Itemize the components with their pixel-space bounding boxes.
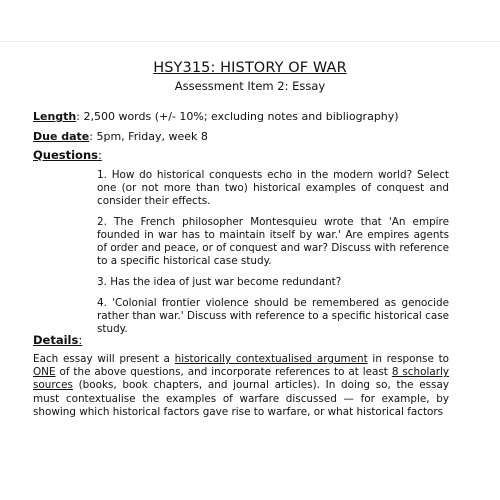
details-underlined-sources: 8 scholarly sources bbox=[33, 366, 450, 392]
questions-heading-text: Questions bbox=[33, 148, 98, 162]
question-item: 3. Has the idea of just war become redundant? bbox=[97, 276, 342, 288]
details-text-4: (books, book chapters, and journal articles). In doing so, the essay must contextualise the examples of warfare discussed — for example, by showing which historical factors gave rise to warfare, or what historical factors bbox=[33, 379, 449, 418]
details-heading-text: Details bbox=[33, 333, 79, 347]
questions-heading: Questions: bbox=[33, 148, 102, 162]
due-date-line bbox=[33, 130, 208, 143]
details-text-3: of the above questions, and incorporate references to at least bbox=[55, 366, 392, 379]
details-paragraph bbox=[33, 353, 449, 419]
due-date-value: : 5pm, Friday, week 8 bbox=[89, 130, 208, 143]
details-text-1: Each essay will present a bbox=[33, 353, 175, 365]
questions-list bbox=[97, 169, 449, 344]
details-underlined-argument: historically contextualised argument bbox=[174, 353, 368, 365]
document-subtitle: Assessment Item 2: Essay bbox=[174, 79, 326, 93]
length-value: : 2,500 words (+/- 10%; excluding notes and bibliography) bbox=[76, 110, 399, 123]
question-item: 1. How do historical conquests echo in the modern world? Select one (or not more than two) historical examples of conquest and consider their effects. bbox=[97, 169, 449, 207]
details-underlined-one: ONE bbox=[33, 366, 56, 379]
due-date-label: Due date bbox=[33, 130, 90, 143]
details-text-2: in response to bbox=[367, 353, 449, 365]
details-heading: Details: bbox=[33, 333, 83, 347]
question-item: 4. 'Colonial frontier violence should be remembered as genocide rather than war.' Discuss with reference to a specific historical case study. bbox=[97, 297, 449, 335]
question-item: 2. The French philosopher Montesquieu wrote that 'An empire founded in war has to maintain itself by war.' Are empires agents of order and peace, or of conquest and war? Discuss with reference to a specific historical case study. bbox=[97, 216, 450, 267]
length-label: Length bbox=[33, 110, 77, 123]
top-divider bbox=[0, 41, 500, 42]
length-line bbox=[33, 110, 399, 123]
document-title: HSY315: HISTORY OF WAR bbox=[153, 60, 347, 76]
